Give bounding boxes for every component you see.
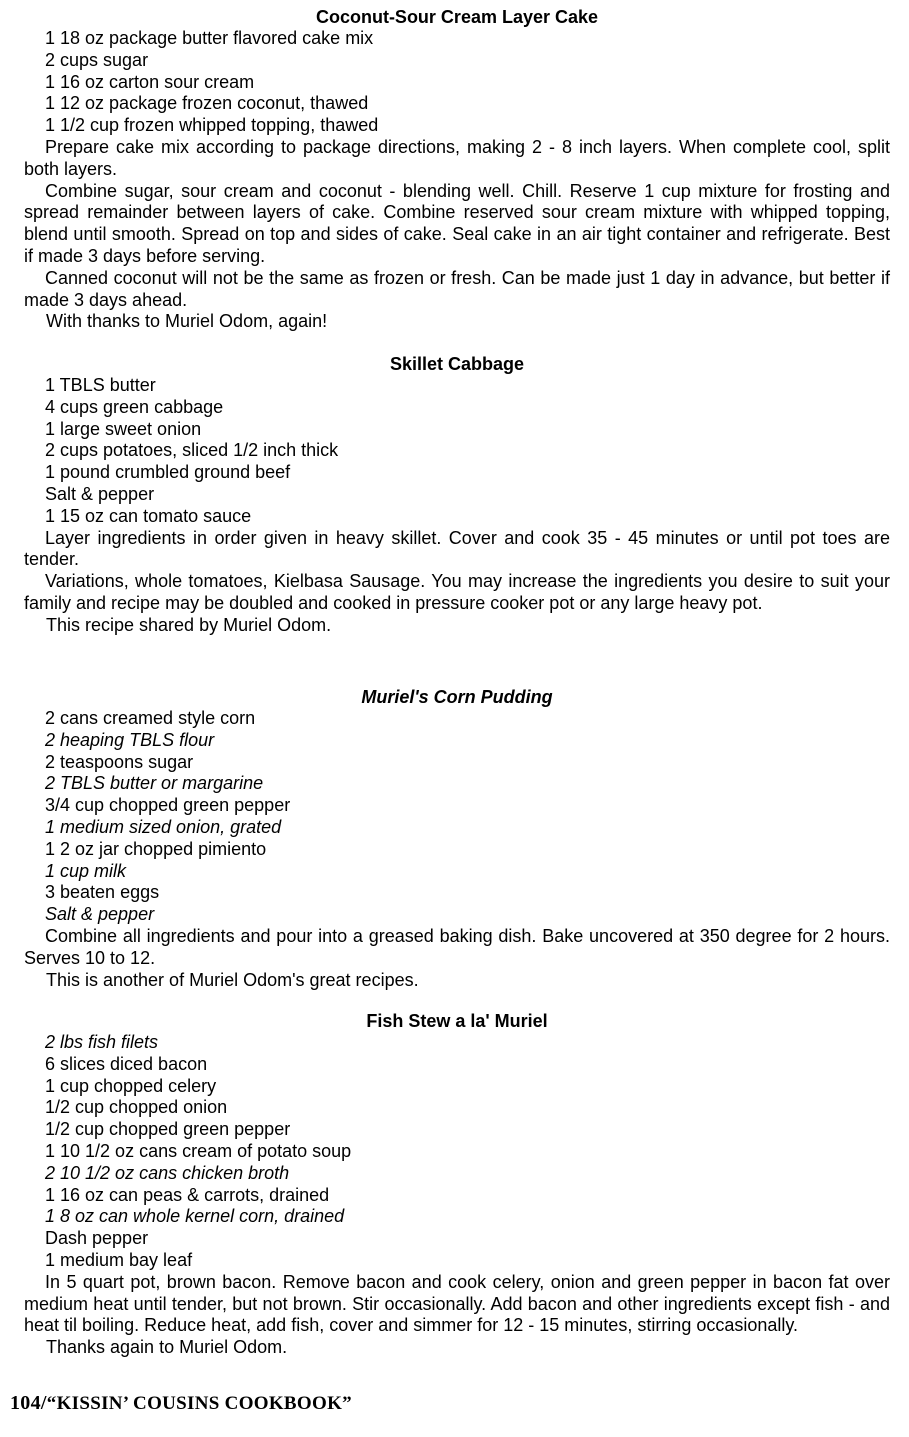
ingredient-list [45,1032,890,1272]
instruction-paragraph: In 5 quart pot, brown bacon. Remove bacon and cook celery, onion and green pepper in bacon fat over medium heat until tender, but not brown. Stir occasionally. Add bacon and other ingredients except fish - and heat til boiling. Reduce heat, add fish, cover and simmer for 12 - 15 minutes, stirring occasionally. [24,1271,890,1336]
recipe-fish-stew-a-la-muriel [24,1010,890,1359]
ingredient-item: 1 1/2 cup frozen whipped topping, thawed [45,115,379,136]
instruction-paragraph: Variations, whole tomatoes, Kielbasa Sausage. You may increase the ingredients you desire to suit your family and recipe may be doubled and cooked in pressure cooker pot or any large heavy pot. [24,571,890,613]
ingredient-item: Dash pepper [45,1228,149,1249]
ingredient-item: 1/2 cup chopped onion [45,1097,228,1118]
ingredient-item: 1 large sweet onion [45,418,202,439]
ingredient-item: 1 pound crumbled ground beef [45,462,291,483]
instruction-paragraph: Combine sugar, sour cream and coconut - blending well. Chill. Reserve 1 cup mixture for frosting and spread remainder between layers of cake. Combine reserved sour cream mixture with whipped topping, blend until smooth. Spread on top and sides of cake. Seal cake in an air tight container and refrigerate. Best if made 3 days before serving. [24,180,890,266]
ingredient-item: Salt & pepper [45,904,155,925]
ingredient-item: 2 cups potatoes, sliced 1/2 inch thick [45,440,339,461]
ingredient-item: 1/2 cup chopped green pepper [45,1119,291,1140]
page-footer [10,1393,352,1415]
ingredient-item: 1 15 oz can tomato sauce [45,505,252,526]
ingredient-list [45,375,890,528]
ingredient-item: 2 cans creamed style corn [45,708,256,728]
instruction-paragraph: Combine all ingredients and pour into a greased baking dish. Bake uncovered at 350 degree for 2 hours. Serves 10 to 12. [24,925,890,968]
ingredient-item: 2 lbs fish filets [45,1032,159,1052]
contributor-note: Thanks again to Muriel Odom. [46,1337,288,1358]
ingredient-item: Salt & pepper [45,483,155,504]
ingredient-list [45,708,890,926]
ingredient-item: 1 18 oz package butter flavored cake mix [45,28,374,48]
page-number: 104/ [10,1392,47,1414]
book-title: “KISSIN’ COUSINS COOKBOOK” [46,1393,352,1414]
ingredient-item: 1 medium bay leaf [45,1249,193,1270]
ingredient-item: 1 10 1/2 oz cans cream of potato soup [45,1140,352,1161]
ingredient-item: 2 heaping TBLS flour [45,729,215,750]
ingredient-item: 1 12 oz package frozen coconut, thawed [45,93,369,114]
contributor-note: This recipe shared by Muriel Odom. [46,614,332,635]
ingredient-item: 6 slices diced bacon [45,1053,208,1074]
ingredient-item: 1 cup milk [45,860,127,881]
ingredient-item: 3 beaten eggs [45,882,160,903]
ingredient-item: 1 medium sized onion, grated [45,816,282,837]
ingredient-list [45,28,890,137]
ingredient-item: 2 10 1/2 oz cans chicken broth [45,1162,290,1183]
instruction-paragraph: Canned coconut will not be the same as frozen or fresh. Can be made just 1 day in advance, but better if made 3 days ahead. [24,267,890,310]
ingredient-item: 1 16 oz can peas & carrots, drained [45,1184,330,1205]
ingredient-item: 4 cups green cabbage [45,396,224,417]
ingredient-item: 1 8 oz can whole kernel corn, drained [45,1206,345,1227]
recipe-muriels-corn-pudding [24,686,890,991]
ingredient-item: 3/4 cup chopped green pepper [45,795,291,816]
ingredient-item: 2 cups sugar [45,49,149,70]
recipe-title: Skillet Cabbage [389,354,525,374]
contributor-note: This is another of Muriel Odom's great recipes. [46,969,419,990]
contributor-note: With thanks to Muriel Odom, again! [46,311,328,332]
recipe-title: Muriel's Corn Pudding [361,687,553,707]
ingredient-item: 2 teaspoons sugar [45,751,194,772]
recipe-title: Fish Stew a la' Muriel [366,1011,548,1031]
ingredient-item: 1 16 oz carton sour cream [45,71,255,92]
ingredient-item: 2 TBLS butter or margarine [45,773,264,794]
ingredient-item: 1 cup chopped celery [45,1075,217,1096]
recipe-title: Coconut-Sour Cream Layer Cake [315,7,599,27]
instruction-paragraph: Prepare cake mix according to package directions, making 2 - 8 inch layers. When complete cool, split both layers. [24,136,890,179]
ingredient-item: 1 TBLS butter [45,375,156,395]
ingredient-item: 1 2 oz jar chopped pimiento [45,838,267,859]
recipe-skillet-cabbage [24,353,890,637]
instruction-paragraph: Layer ingredients in order given in heavy skillet. Cover and cook 35 - 45 minutes or until pot toes are tender. [24,527,890,570]
recipe-coconut-sour-cream-layer-cake [24,6,890,333]
